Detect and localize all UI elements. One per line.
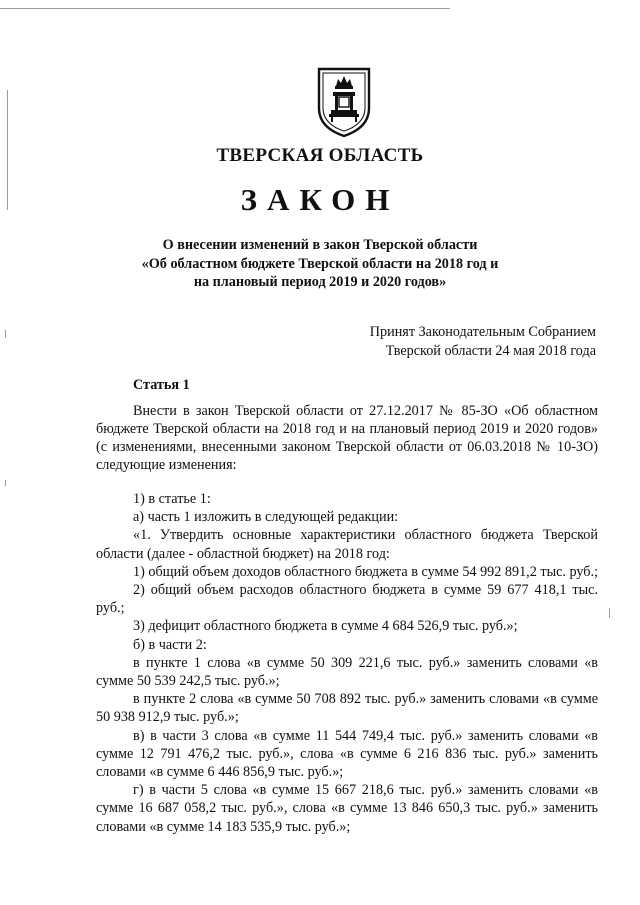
article-intro: Внести в закон Тверской области от 27.12.2017 № 85-ЗО «Об областном бюджете Тверской области на 2018 год и на плановый период 2019 и 2020 годов» (с изменениями, внесенными законом Тверской области от 06.03.2018 № 10-ЗО) следующие изменения:	[96, 403, 598, 473]
subject-line: на плановый период 2019 и 2020 годов»	[193, 274, 447, 290]
list-item: 3) дефицит областного бюджета в сумме 4 684 526,9 тыс. руб.»;	[133, 618, 518, 635]
document-type-title: ЗАКОН	[240, 182, 400, 217]
subject-line: «Об областном бюджете Тверской области на 2018 год и	[141, 255, 499, 272]
list-item: 1) общий объем доходов областного бюджета в сумме 54 992 891,2 тыс. руб.;	[133, 563, 599, 580]
subject-line: О внесении изменений в закон Тверской области	[162, 237, 478, 253]
list-item: «1. Утвердить основные характеристики областного бюджета Тверской области (далее - областной бюджет) на 2018 год:	[96, 527, 598, 562]
law-subject	[0, 236, 640, 292]
list-item: г) в части 5 слова «в сумме 15 667 218,6 тыс. руб.» заменить словами «в сумме 16 687 058,2 тыс. руб.», слова «в сумме 13 846 650,3 тыс. руб.» заменить словами «в сумме 14 183 535,9 тыс. руб.»;	[96, 782, 598, 835]
tver-coat-of-arms-icon	[316, 66, 372, 138]
list-item: в пункте 2 слова «в сумме 50 708 892 тыс. руб.» заменить словами «в сумме 50 938 912,9 тыс. руб.»;	[96, 691, 598, 726]
list-item: 1) в статье 1:	[133, 491, 211, 507]
scan-mark	[5, 480, 6, 486]
article-heading: Статья 1	[133, 377, 190, 393]
list-item: б) в части 2:	[133, 636, 207, 653]
list-item: а) часть 1 изложить в следующей редакции:	[133, 509, 399, 526]
list-item: 2) общий объем расходов областного бюджета в сумме 59 677 418,1 тыс. руб.;	[96, 582, 598, 617]
adoption-line: Тверской области 24 мая 2018 года	[385, 343, 596, 359]
scan-mark	[5, 330, 6, 338]
adoption-note	[370, 323, 596, 361]
scan-mark	[0, 8, 450, 9]
region-title: ТВЕРСКАЯ ОБЛАСТЬ	[216, 145, 424, 166]
list-item: в) в части 3 слова «в сумме 11 544 749,4 тыс. руб.» заменить словами «в сумме 12 791 476,2 тыс. руб.», слова «в сумме 6 216 836 тыс. руб.» заменить словами «в сумме 6 446 856,9 тыс. руб.»;	[96, 727, 598, 781]
article-items	[96, 490, 598, 836]
adoption-line: Принят Законодательным Собранием	[369, 324, 596, 340]
list-item: в пункте 1 слова «в сумме 50 309 221,6 тыс. руб.» заменить словами «в сумме 50 539 242,5 тыс. руб.»;	[96, 654, 598, 690]
scan-mark	[609, 608, 610, 618]
